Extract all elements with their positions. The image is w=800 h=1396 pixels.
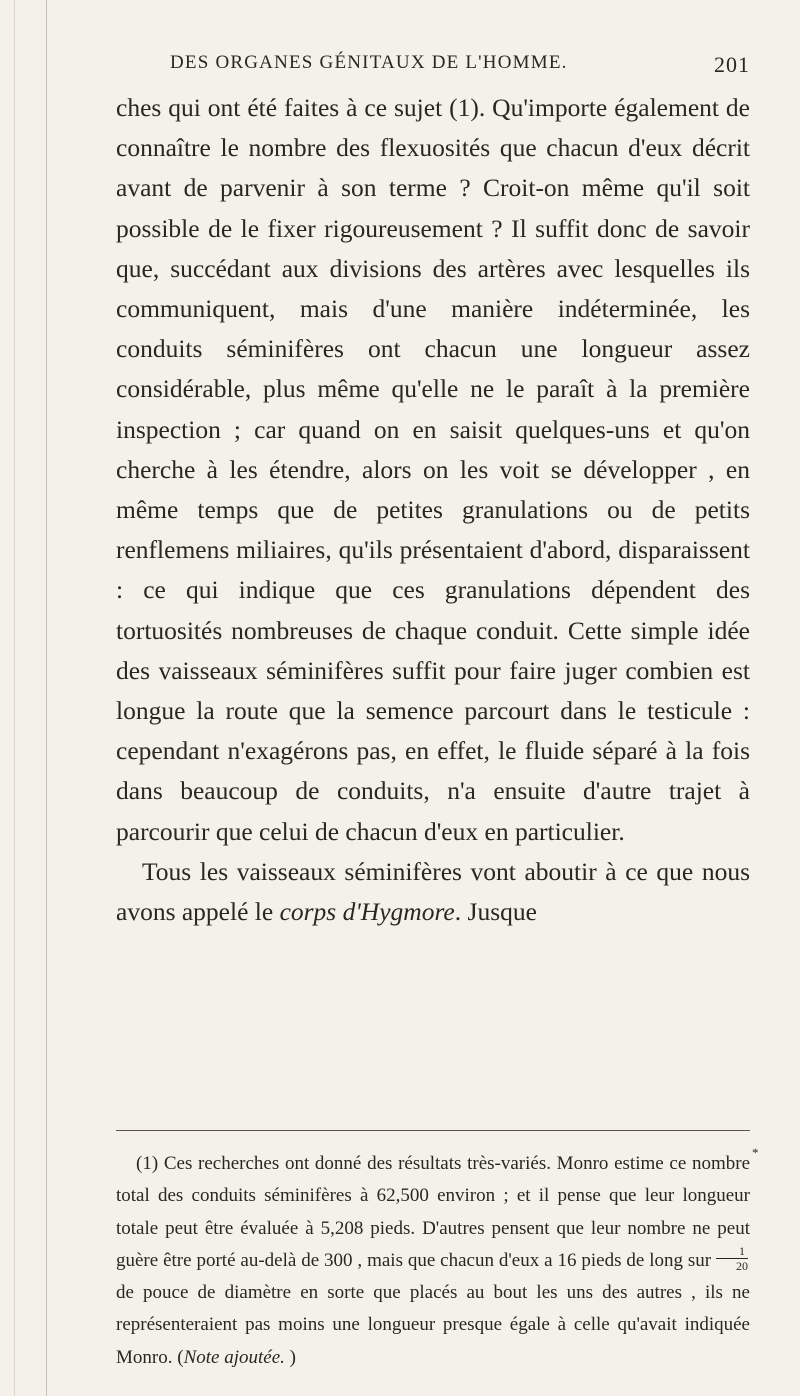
footnote xyxy=(116,1148,750,1374)
page-edge-line xyxy=(14,0,15,1396)
main-text xyxy=(116,88,750,932)
fraction-denominator: 20 xyxy=(736,1258,748,1273)
footnote-text: ) xyxy=(284,1346,296,1368)
fraction xyxy=(716,1245,748,1272)
paragraph-text: ches qui ont été faites à ce sujet (1). Qu'importe également de connaître le nombre des flexuosités que chacun d'eux décrit avant de parvenir à son terme ? Croit-on même qu'il soit possible de le fixer rigoureusement ? Il suffit donc de savoir que, succédant aux divisions des artères avec lesquelles ils communiquent, mais d'une manière indéterminée, les conduits séminifères ont chacun une longueur assez considérable, plus même qu'elle ne le paraît à la première inspection ; car quand on en saisit quelques-uns et qu'on cherche à les étendre, alors on les voit se développer , en même temps que de petites granulations ou de petits renflemens miliaires, qu'ils présentaient d'abord, disparaissent : ce qui indique que ces granulations dépendent des tortuosités nombreuses de chaque conduit. Cette simple idée des vaisseaux séminifères suffit pour faire juger combien est longue la route que la semence parcourt dans le testicule : cependant n'exagérons pas, en effet, le fluide séparé à la fois dans beaucoup de conduits, n'a ensuite d'autre trajet à parcourir que celui de chacun d'eux en particulier. xyxy=(116,93,750,846)
page-number: 201 xyxy=(714,52,750,77)
note-label: Note ajoutée. xyxy=(183,1346,285,1368)
italic-term: corps d'Hygmore xyxy=(279,897,455,927)
page-header xyxy=(116,52,750,82)
gutter-line xyxy=(46,0,47,1396)
paragraph-text: Tous les vaisseaux séminifères vont aboutir à ce que nous avons appelé le xyxy=(116,856,750,927)
footnote-text: (1) Ces recherches ont donné des résultats très-variés. Monro estime ce nombre total des conduits séminifères à 62,500 environ ; et il pense que leur longueur totale peut être évaluée à 5,208 pieds. D'autres pensent que leur nombre ne peut guère être porté au-delà de 300 , mais que chacun d'eux a 16 pieds de long sur xyxy=(116,1153,750,1271)
footnote-rule xyxy=(116,1130,750,1131)
paragraph-text: . Jusque xyxy=(454,897,537,927)
fraction-numerator: 1 xyxy=(739,1243,745,1258)
star-mark: * xyxy=(752,1145,759,1160)
running-head: DES ORGANES GÉNITAUX DE L'HOMME. xyxy=(170,52,568,73)
paragraph xyxy=(116,88,750,852)
footnote-text: de pouce de diamètre en sorte que placés au bout les uns des autres , ils ne représenteraient pas moins une longueur presque égale à celle qu'avait indiquée Monro. ( xyxy=(116,1282,750,1368)
paragraph xyxy=(116,852,750,932)
